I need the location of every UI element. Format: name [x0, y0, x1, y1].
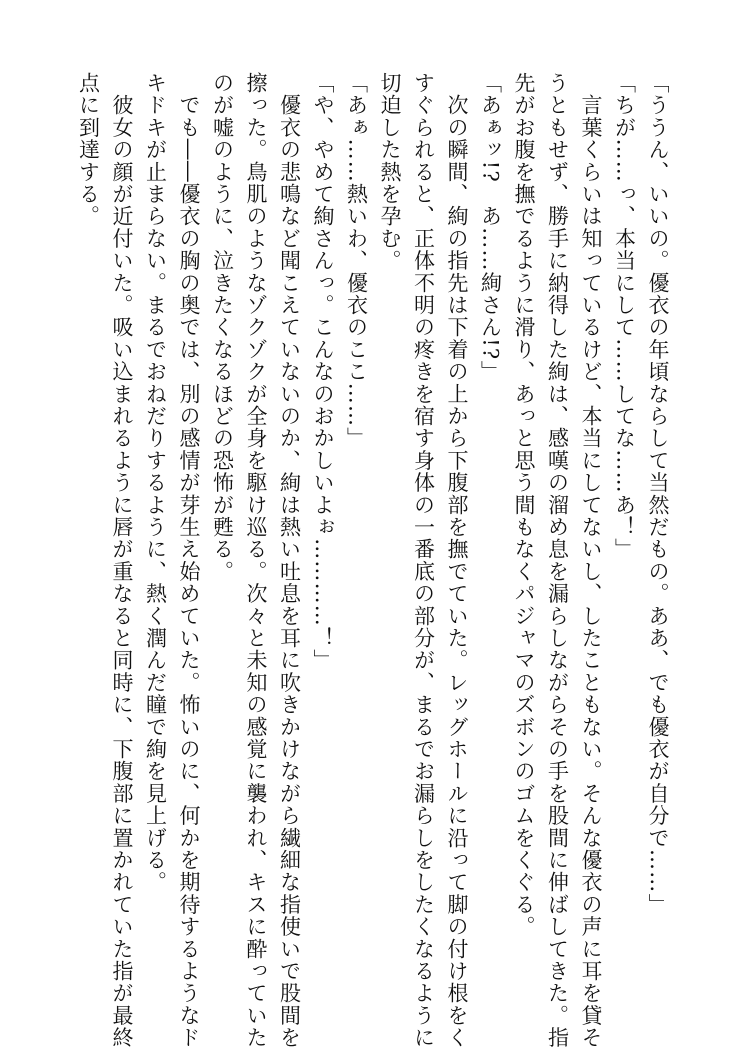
text-line: 「ちが……っ、本当にして……してな……あ！」 [612, 72, 637, 561]
text-line: 彼女の顔が近付いた。吸い込まれるように唇が重なると同時に、下腹部に置かれていた指が最終 [110, 72, 134, 1049]
text-line: 点に到達する。 [76, 72, 101, 228]
text-line: 「あぁッ!? あ……絢さん!?」 [478, 72, 503, 383]
text-line: 先がお腹を撫でるように滑り、あっと思う間もなくパジャマのズボンのゴムをくぐる。 [512, 72, 536, 938]
text-line: 擦った。鳥肌のようなゾクゾクが全身を駆け巡る。次々と未知の感覚に襲われ、キスに酔っていた [244, 72, 268, 1049]
text-line: 「ううん、いいの。優衣の年頃ならして当然だもの。ああ、でも優衣が自分で……」 [646, 72, 670, 916]
vertical-text-block [62, 72, 674, 1049]
text-line: のが嘘のように、泣きたくなるほどの恐怖が甦る。 [210, 72, 235, 583]
text-line: 優衣の悲鳴など聞こえていないのか、絢は熱い吐息を耳に吹きかけながら繊細な指使いで股間を [277, 72, 302, 1049]
text-line: すぐられると、正体不明の疼きを宿す身体の一番底の部分が、まるでお漏らしをしたくなるように [411, 72, 436, 1049]
text-line: 切迫した熱を孕む。 [378, 72, 402, 272]
text-line: でも――優衣の胸の奥では、別の感情が芽生え始めていた。怖いのに、何かを期待するようなド [177, 72, 201, 1049]
text-line: キドキが止まらない。まるでおねだりするように、熱く潤んだ瞳で絢を見上げる。 [143, 72, 168, 894]
text-line: 「あぁ……熱いわ、優衣のここ……」 [344, 72, 369, 450]
text-line: 言葉くらいは知っているけど、本当にしてないし、したこともない。そんな優衣の声に耳を貸そ [579, 72, 603, 1049]
text-line: 「や、やめて絢さんっ。こんなのおかしいよぉ…………！」 [311, 72, 335, 672]
text-line: うともせず、勝手に納得した絢は、感嘆の溜め息を漏らしながらその手を股間に伸ばしてきた。指 [545, 72, 570, 1049]
text-line: 次の瞬間、絢の指先は下着の上から下腹部を撫でていた。レッグホールに沿って脚の付け根をく [445, 72, 469, 1049]
